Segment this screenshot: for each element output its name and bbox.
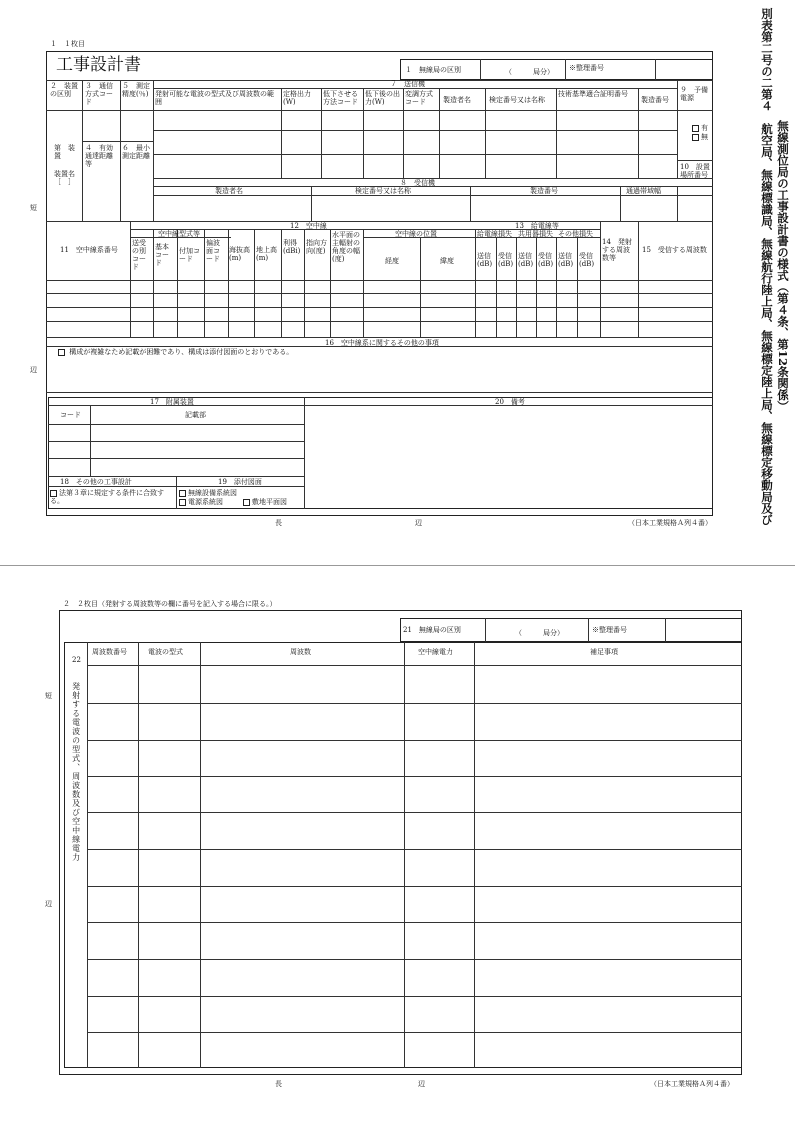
side-title-line2: 無線測位局の工事設計書の様式（第４条、第12条関係） (776, 120, 790, 413)
page2-bottom-side: 辺 (418, 1080, 425, 1088)
col10-label: 10 設置場所番号 (680, 163, 710, 180)
col14-label: 14 発射する周波数等 (602, 238, 632, 263)
tx-header: ７ 送信機 (390, 80, 425, 88)
feeder-sub-2: 共用器損失 (518, 230, 553, 238)
antenna-type-header: 空中線型式等 (158, 230, 200, 238)
col5-label: ５ 測定精度(％) (122, 82, 150, 99)
page2-margin-side: 辺 (45, 900, 52, 908)
page1-bottom-long: 長 (275, 519, 282, 527)
page2-col22-num: 22 (72, 656, 81, 664)
side-title (759, 8, 773, 526)
page2-section-label: ２ ２枚目（発射する周波数等の欄に番号を記入する場合に限る。） (63, 600, 277, 608)
page1-margin-side: 辺 (30, 366, 37, 374)
col3-label: ３ 通信方式コード (85, 82, 113, 107)
col9-no: 無 (692, 133, 708, 141)
page1-title: 工事設計書 (56, 55, 141, 75)
col2-label: ２ 装置の区別 (50, 82, 78, 99)
page2-bureau-paren: （ 局分） (515, 629, 564, 637)
sec19-header: 19 添付図面 (218, 478, 262, 486)
sec16-checkbox[interactable] (58, 349, 65, 356)
page2-col-notes: 補足事項 (590, 648, 618, 656)
sec16-header: 16 空中線系に関するその他の事項 (325, 339, 439, 347)
sec17-col-code: コード (60, 411, 81, 419)
col9-yes: 有 (692, 124, 708, 132)
side-title-line1: 別表第二号の二第４ 航空局、無線標識局、無線航行陸上局、無線標定陸上局、無線標定移動局及び (760, 8, 774, 526)
ant-col-pol: 偏波面コード (206, 239, 220, 264)
ant-col-dir: 指向方向(度) (306, 239, 327, 256)
page1-spec: （日本工業規格Ａ列４番） (628, 519, 712, 527)
col9-label: ９ 予備電源 (680, 86, 708, 103)
position-header: 空中線の位置 (395, 230, 437, 238)
feeder-col-6: 受信(dB) (579, 252, 595, 269)
sec18-header: 18 その他の工事設計 (60, 478, 132, 486)
pos-col-lon: 経度 (385, 257, 399, 265)
sec19-checkbox-3[interactable] (243, 499, 250, 506)
page2-col22-text: 発射する電波の型式、周波数及び空中線電力 (71, 682, 81, 862)
tx-col-reduced: 低下後の出力(W) (365, 90, 400, 107)
device-name: 装置名［ ］ (54, 170, 75, 187)
feeder-col-1: 送信(dB) (477, 252, 493, 269)
tx-col-freq: 発射可能な電波の型式及び周波数の範囲 (155, 90, 274, 107)
page2-col-power: 空中線電力 (418, 648, 453, 656)
page2-station-class-label: 21 無線局の区別 (403, 626, 461, 634)
tx-col-cert: 検定番号又は名称 (489, 96, 545, 104)
feeder-sub-1: 給電線損失 (477, 230, 512, 238)
sec19-checkbox-1[interactable] (179, 490, 186, 497)
sec19-item-1: 無線設備系統図 (179, 489, 237, 497)
tx-col-tech: 技術基準適合証明番号 (558, 90, 628, 98)
page2-spec: （日本工業規格Ａ列４番） (650, 1080, 734, 1088)
tx-col-mod: 変調方式コード (405, 90, 433, 107)
tx-col-reduce: 低下させる方法コード (323, 90, 358, 107)
ant-col-gain: 利得(dBi) (283, 239, 301, 256)
page2-ref-number-label: ※整理番号 (592, 626, 627, 634)
tx-col-maker: 製造者名 (443, 96, 471, 104)
sec16-text: 構成が複雑なため記載が困難であり、構成は添付図面のとおりである。 (58, 348, 293, 356)
page2-bottom-long: 長 (275, 1080, 282, 1088)
feeder-col-5: 送信(dB) (558, 252, 574, 269)
ant-col-txrx: 送受の別コード (132, 239, 146, 272)
rx-col-maker: 製造者名 (215, 187, 243, 195)
ant-col-width: 水平面の主輻射の角度の幅(度) (332, 231, 360, 264)
ref-number-label: ※整理番号 (569, 64, 604, 72)
col15-label: 15 受信する周波数 (642, 246, 707, 254)
feeder-col-4: 受信(dB) (538, 252, 554, 269)
feeder-header: 13 給電線等 (515, 222, 559, 230)
col4-label: ４ 有効通達距離等 (85, 144, 113, 169)
sec18-text: 法第３章に規定する条件に合致する。 (50, 489, 164, 506)
ant-col-asl: 海抜高(m) (229, 246, 250, 263)
antenna-header: 12 空中線 (290, 222, 327, 230)
sec17-col-desc: 記載部 (185, 411, 206, 419)
col11-label: 11 空中線系番号 (60, 246, 118, 254)
sec19-item-3: 敷地平面図 (243, 498, 287, 506)
ant-col-add: 付加コード (179, 247, 200, 264)
sec19-checkbox-2[interactable] (179, 499, 186, 506)
pos-col-lat: 緯度 (440, 257, 454, 265)
rx-header: ８ 受信機 (400, 179, 435, 187)
ant-col-basic: 基本コード (155, 243, 169, 268)
page2-col-freq: 周波数 (290, 648, 311, 656)
page2-col-freqno: 周波数番号 (92, 648, 127, 656)
col6-label: ６ 最小測定距離 (122, 144, 150, 161)
page-divider (0, 565, 795, 566)
station-class-label: １ 無線局の区別 (405, 66, 461, 74)
feeder-sub-3: その他損失 (558, 230, 593, 238)
sec18-checkbox[interactable] (50, 490, 57, 497)
sec20-header: 20 備考 (495, 398, 525, 406)
tx-col-serial: 製造番号 (641, 96, 669, 104)
page2-table (64, 642, 742, 1068)
rx-col-band: 通過帯域幅 (626, 187, 661, 195)
feeder-col-3: 送信(dB) (518, 252, 534, 269)
page2-col-type: 電波の型式 (148, 648, 183, 656)
page1-bottom-side: 辺 (415, 519, 422, 527)
rx-col-serial: 製造番号 (530, 187, 558, 195)
page1-margin-short: 短 (30, 204, 37, 212)
sec19-item-2: 電源系統図 (179, 498, 223, 506)
page2-margin-short: 短 (45, 692, 52, 700)
ant-col-agl: 地上高(m) (256, 246, 277, 263)
rx-col-cert: 検定番号又は名称 (355, 187, 411, 195)
sec17-header: 17 附属装置 (150, 398, 194, 406)
tx-col-rated: 定格出力(W) (283, 90, 311, 107)
device-label: 第 装置 (54, 144, 75, 161)
page1-section-label: １ １枚目 (50, 40, 85, 48)
bureau-paren: （ 局分） (505, 68, 554, 76)
feeder-col-2: 受信(dB) (498, 252, 514, 269)
